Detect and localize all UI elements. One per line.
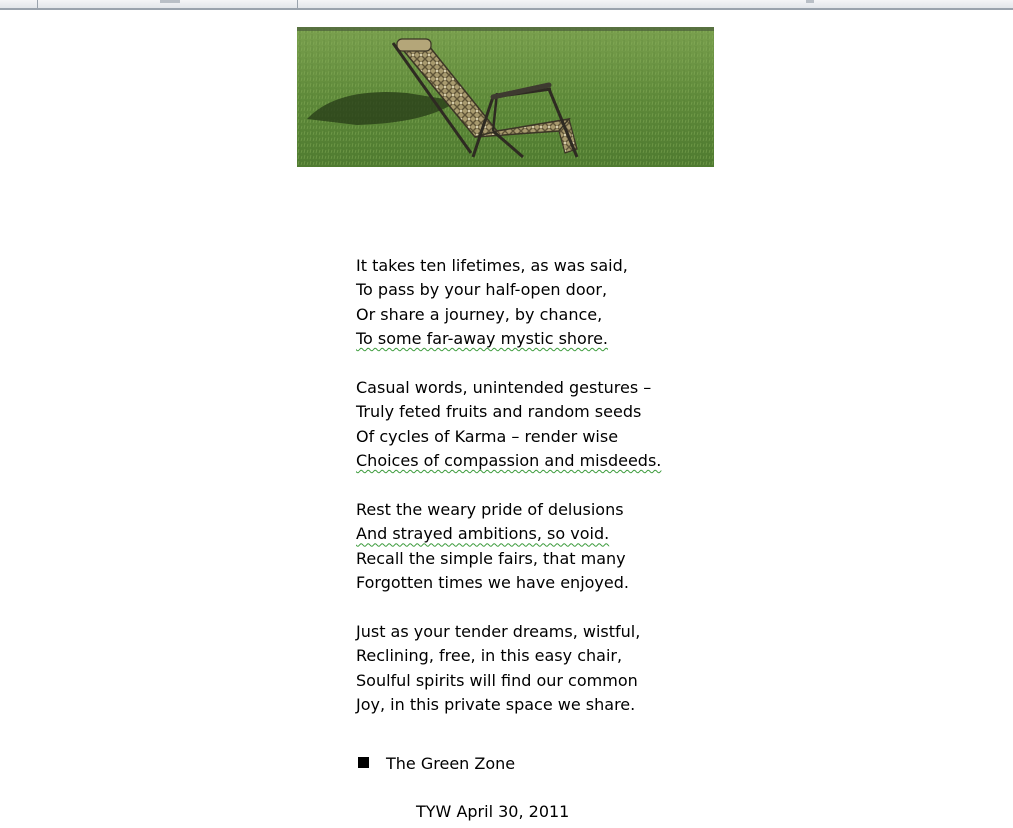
- easy-chair-on-grass-picture: [297, 27, 714, 167]
- square-bullet-icon: [358, 757, 369, 768]
- window-top-edge: [0, 0, 1013, 10]
- poem-line-grammar-flagged[interactable]: Choices of compassion and misdeeds.: [356, 451, 662, 471]
- bullet-list-item: [358, 752, 515, 776]
- poem-stanza-1: [356, 254, 716, 352]
- poem-line: Or share a journey, by chance,: [356, 304, 603, 324]
- document-page: [0, 10, 1013, 828]
- poem-stanza-4: [356, 620, 716, 718]
- poem-stanza-3: [356, 498, 716, 596]
- poem-line: Casual words, unintended gestures –: [356, 378, 652, 398]
- ruler-fragment: [160, 0, 180, 3]
- poem-line: Recall the simple fairs, that many: [356, 548, 626, 568]
- poem-line: Reclining, free, in this easy chair,: [356, 646, 623, 666]
- poem: [356, 254, 716, 742]
- poem-line: Joy, in this private space we share.: [356, 695, 636, 715]
- poem-line: Forgotten times we have enjoyed.: [356, 573, 629, 593]
- ruler-fragment: [806, 0, 814, 3]
- poem-line: To pass by your half-open door,: [356, 280, 608, 300]
- poem-line: It takes ten lifetimes, as was said,: [356, 256, 628, 275]
- poem-line: Truly feted fruits and random seeds: [356, 402, 642, 422]
- signature-line: TYW April 30, 2011: [416, 802, 570, 821]
- bullet-item-text: The Green Zone: [386, 754, 516, 773]
- poem-line: Of cycles of Karma – render wise: [356, 426, 619, 446]
- poem-stanza-2: [356, 376, 716, 474]
- poem-line: Just as your tender dreams, wistful,: [356, 622, 641, 642]
- poem-line-grammar-flagged[interactable]: And strayed ambitions, so void.: [356, 524, 610, 544]
- ruler-divider: [297, 0, 298, 8]
- poem-line: Rest the weary pride of delusions: [356, 500, 624, 520]
- easy-chair-photo[interactable]: [297, 27, 714, 167]
- poem-line: Soulful spirits will find our common: [356, 670, 638, 690]
- ruler-divider: [37, 0, 38, 8]
- poem-line-grammar-flagged[interactable]: To some far-away mystic shore.: [356, 329, 608, 349]
